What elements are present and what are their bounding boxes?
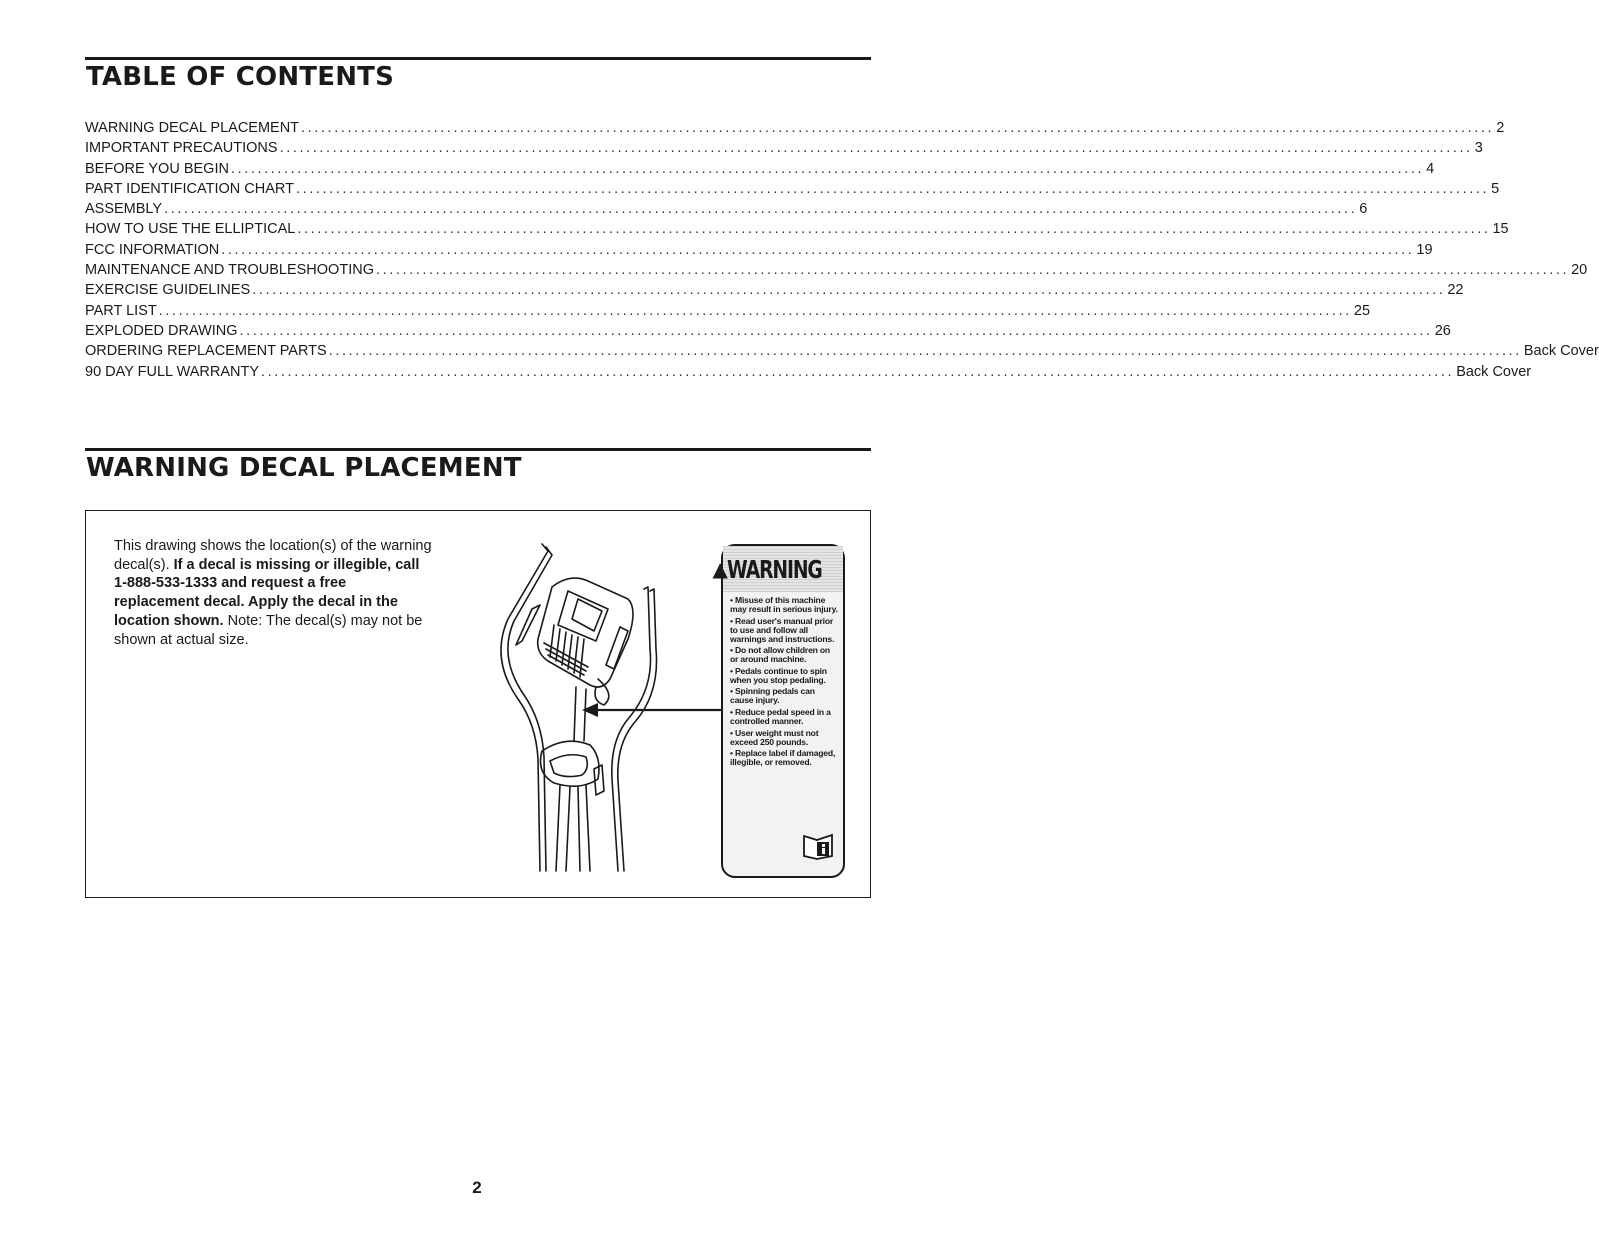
toc-entry xyxy=(85,221,1509,241)
toc-leader-dots xyxy=(221,242,1414,258)
toc-entry xyxy=(85,262,1588,282)
decal-top-rule xyxy=(85,448,871,451)
toc-entry-label: EXPLODED DRAWING xyxy=(85,322,238,339)
warning-item: • Do not allow children on or around machine. xyxy=(730,646,839,664)
toc-entry xyxy=(85,160,1435,181)
toc-title: TABLE OF CONTENTS xyxy=(86,62,395,92)
toc-entry-label: ASSEMBLY xyxy=(85,201,163,218)
toc-top-rule xyxy=(85,57,871,60)
decal-size-note: Note: The decal(s) may not be shown at actual size. xyxy=(114,612,423,648)
warning-item: • User weight must not exceed 250 pounds. xyxy=(730,729,839,747)
toc-entry-page: 4 xyxy=(1426,160,1435,177)
toc-entry xyxy=(85,201,1368,221)
toc-entry-page: Back Cover xyxy=(1523,343,1599,360)
toc-leader-dots xyxy=(231,161,1424,177)
warning-heading: WARNING xyxy=(727,554,823,584)
toc-leader-dots xyxy=(261,364,1454,380)
warning-triangle-icon: ▲ xyxy=(712,557,727,581)
frame-body xyxy=(541,741,600,786)
toc-leader-dots xyxy=(376,262,1569,278)
toc-entry-label: BEFORE YOU BEGIN xyxy=(85,160,229,177)
toc-entry-page: 3 xyxy=(1474,140,1483,157)
warning-decal xyxy=(712,544,845,878)
toc-entry-page: 20 xyxy=(1571,262,1588,279)
toc-entry-page: Back Cover xyxy=(1456,363,1532,380)
toc-leader-dots xyxy=(301,120,1494,136)
warning-item: • Misuse of this machine may result in serious injury. xyxy=(730,596,839,614)
warning-item: • Read user's manual prior to use and follow all warnings and instructions. xyxy=(730,617,839,644)
toc-leader-dots xyxy=(240,323,1433,339)
toc-leader-dots xyxy=(329,343,1522,359)
decal-intro-text: This drawing shows the location(s) of the warning decal(s). xyxy=(114,538,432,573)
warning-item: • Replace label if damaged, illegible, or removed. xyxy=(730,749,839,767)
toc-entry-label: IMPORTANT PRECAUTIONS xyxy=(85,140,278,157)
toc-entry xyxy=(85,180,1500,201)
toc-entry xyxy=(85,120,1505,140)
toc-entry-page: 22 xyxy=(1447,282,1464,299)
warning-item: • Pedals continue to spin when you stop pedaling. xyxy=(730,667,839,685)
toc-entry-label: FCC INFORMATION xyxy=(85,241,220,258)
toc-entry xyxy=(85,282,1464,302)
read-manual-icon xyxy=(801,832,835,860)
mast xyxy=(574,687,586,741)
decal-placement-box xyxy=(85,510,871,898)
toc-entry xyxy=(85,140,1483,160)
decal-instructions xyxy=(114,537,434,649)
toc-entry xyxy=(85,363,1532,384)
left-handlebar xyxy=(501,544,548,871)
toc-leader-dots xyxy=(280,140,1473,156)
toc-leader-dots xyxy=(296,181,1489,197)
toc-entry-page: 5 xyxy=(1491,180,1500,197)
toc-entry-label: EXERCISE GUIDELINES xyxy=(85,282,251,299)
warning-list xyxy=(723,592,843,767)
decal-replacement-instructions: If a decal is missing or illegible, call 1-888-533-1333 and request a free replacement decal. Apply the decal in the location shown. xyxy=(114,556,420,629)
warning-header xyxy=(712,546,843,592)
toc-entry xyxy=(85,302,1371,323)
toc-entry-page: 25 xyxy=(1353,302,1371,319)
toc-entry-label: 90 DAY FULL WARRANTY xyxy=(85,363,260,380)
warning-item: • Spinning pedals can cause injury. xyxy=(730,687,839,705)
toc-entry-label: PART IDENTIFICATION CHART xyxy=(85,180,294,197)
warning-item: • Reduce pedal speed in a controlled manner. xyxy=(730,708,839,726)
toc-entry xyxy=(85,241,1433,262)
page-number: 2 xyxy=(472,1178,482,1197)
toc-entry-page: 15 xyxy=(1492,221,1509,238)
toc-entry-page: 26 xyxy=(1434,322,1451,339)
toc-leader-dots xyxy=(164,201,1357,217)
decal-section-title: WARNING DECAL PLACEMENT xyxy=(86,453,522,483)
toc-entry-label: ORDERING REPLACEMENT PARTS xyxy=(85,343,327,360)
toc-entry-page: 6 xyxy=(1359,201,1368,218)
toc-entry-label: WARNING DECAL PLACEMENT xyxy=(85,120,300,136)
toc-entry-page: 2 xyxy=(1496,120,1505,136)
toc-entry-label: HOW TO USE THE ELLIPTICAL xyxy=(85,221,296,238)
toc-leader-dots xyxy=(252,282,1445,298)
toc-entry xyxy=(85,322,1451,343)
elliptical-drawing xyxy=(478,529,728,874)
toc-entry-page: 19 xyxy=(1416,241,1433,258)
toc-entry-label: PART LIST xyxy=(85,302,157,319)
toc-leader-dots xyxy=(297,221,1490,237)
toc-leader-dots xyxy=(159,303,1352,319)
table-of-contents xyxy=(85,120,1599,384)
toc-entry xyxy=(85,343,1599,363)
toc-entry-label: MAINTENANCE AND TROUBLESHOOTING xyxy=(85,262,374,279)
